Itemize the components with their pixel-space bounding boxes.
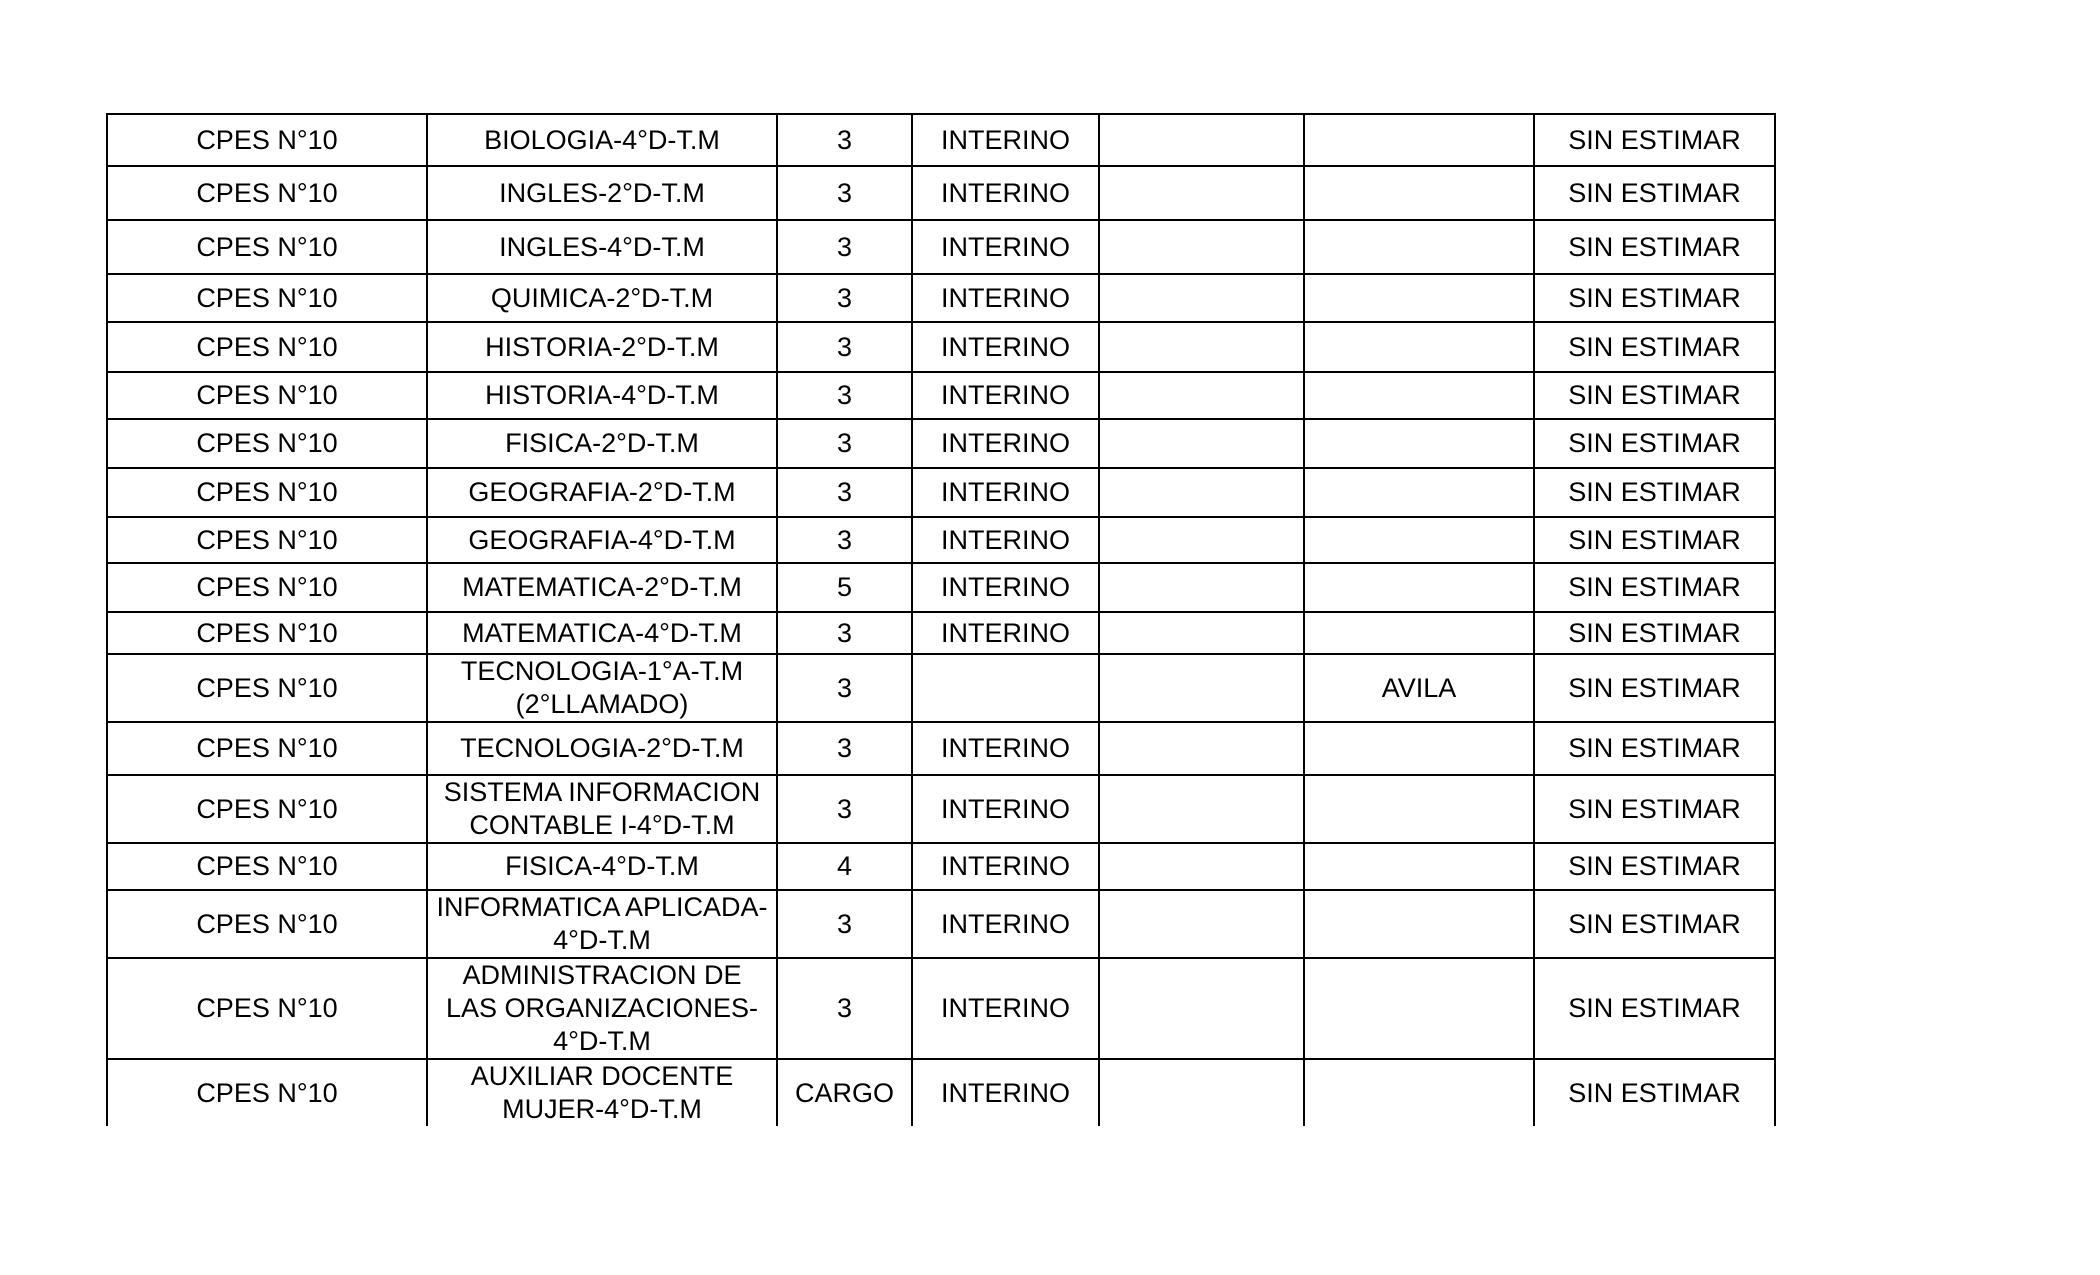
- status-cell: INTERINO: [912, 958, 1099, 1059]
- empty-cell: [1099, 419, 1304, 468]
- empty-cell: [1099, 166, 1304, 220]
- name-cell: [1304, 1059, 1534, 1126]
- school-cell: CPES N°10: [107, 372, 427, 419]
- subject-cell: QUIMICA-2°D-T.M: [427, 274, 777, 322]
- table-row: [107, 166, 1775, 220]
- school-cell: CPES N°10: [107, 114, 427, 166]
- result-cell: SIN ESTIMAR: [1534, 114, 1775, 166]
- empty-cell: [1099, 274, 1304, 322]
- name-cell: [1304, 419, 1534, 468]
- subject-cell: GEOGRAFIA-2°D-T.M: [427, 468, 777, 517]
- table-row: [107, 114, 1775, 166]
- result-cell: SIN ESTIMAR: [1534, 775, 1775, 843]
- name-cell: [1304, 722, 1534, 775]
- empty-cell: [1099, 654, 1304, 722]
- empty-cell: [1099, 775, 1304, 843]
- hours-cell: 5: [777, 563, 912, 612]
- name-cell: [1304, 114, 1534, 166]
- result-cell: SIN ESTIMAR: [1534, 563, 1775, 612]
- status-cell: INTERINO: [912, 166, 1099, 220]
- subject-cell: INFORMATICA APLICADA-4°D-T.M: [427, 890, 777, 958]
- school-cell: CPES N°10: [107, 1059, 427, 1126]
- result-cell: SIN ESTIMAR: [1534, 958, 1775, 1059]
- table-row: [107, 1059, 1775, 1126]
- table-row: [107, 563, 1775, 612]
- table-row: [107, 654, 1775, 722]
- subject-cell: HISTORIA-4°D-T.M: [427, 372, 777, 419]
- name-cell: [1304, 274, 1534, 322]
- hours-cell: 3: [777, 220, 912, 274]
- empty-cell: [1099, 958, 1304, 1059]
- school-cell: CPES N°10: [107, 843, 427, 890]
- hours-cell: 3: [777, 722, 912, 775]
- table-row: [107, 890, 1775, 958]
- status-cell: INTERINO: [912, 114, 1099, 166]
- status-cell: INTERINO: [912, 419, 1099, 468]
- hours-cell: CARGO: [777, 1059, 912, 1126]
- empty-cell: [1099, 1059, 1304, 1126]
- result-cell: SIN ESTIMAR: [1534, 722, 1775, 775]
- status-cell: INTERINO: [912, 563, 1099, 612]
- school-cell: CPES N°10: [107, 274, 427, 322]
- result-cell: SIN ESTIMAR: [1534, 843, 1775, 890]
- table-row: [107, 372, 1775, 419]
- table-row: [107, 220, 1775, 274]
- result-cell: SIN ESTIMAR: [1534, 612, 1775, 654]
- name-cell: [1304, 322, 1534, 372]
- hours-cell: 3: [777, 274, 912, 322]
- name-cell: [1304, 517, 1534, 563]
- subject-cell: MATEMATICA-4°D-T.M: [427, 612, 777, 654]
- empty-cell: [1099, 563, 1304, 612]
- school-cell: CPES N°10: [107, 775, 427, 843]
- subject-cell: ADMINISTRACION DE LAS ORGANIZACIONES-4°D-T.M: [427, 958, 777, 1059]
- hours-cell: 3: [777, 468, 912, 517]
- hours-cell: 3: [777, 372, 912, 419]
- subject-cell: INGLES-2°D-T.M: [427, 166, 777, 220]
- result-cell: SIN ESTIMAR: [1534, 517, 1775, 563]
- result-cell: SIN ESTIMAR: [1534, 654, 1775, 722]
- result-cell: SIN ESTIMAR: [1534, 890, 1775, 958]
- hours-cell: 3: [777, 166, 912, 220]
- school-cell: CPES N°10: [107, 563, 427, 612]
- table-row: [107, 322, 1775, 372]
- table-body: [107, 114, 1775, 1126]
- subject-cell: TECNOLOGIA-2°D-T.M: [427, 722, 777, 775]
- empty-cell: [1099, 722, 1304, 775]
- name-cell: AVILA: [1304, 654, 1534, 722]
- subject-cell: TECNOLOGIA-1°A-T.M (2°LLAMADO): [427, 654, 777, 722]
- table-row: [107, 775, 1775, 843]
- table-row: [107, 517, 1775, 563]
- subject-cell: INGLES-4°D-T.M: [427, 220, 777, 274]
- data-table: [106, 113, 1776, 1126]
- result-cell: SIN ESTIMAR: [1534, 468, 1775, 517]
- name-cell: [1304, 166, 1534, 220]
- school-cell: CPES N°10: [107, 612, 427, 654]
- school-cell: CPES N°10: [107, 722, 427, 775]
- empty-cell: [1099, 322, 1304, 372]
- status-cell: [912, 654, 1099, 722]
- empty-cell: [1099, 890, 1304, 958]
- name-cell: [1304, 843, 1534, 890]
- empty-cell: [1099, 843, 1304, 890]
- school-cell: CPES N°10: [107, 419, 427, 468]
- status-cell: INTERINO: [912, 843, 1099, 890]
- table-row: [107, 843, 1775, 890]
- subject-cell: MATEMATICA-2°D-T.M: [427, 563, 777, 612]
- name-cell: [1304, 372, 1534, 419]
- name-cell: [1304, 958, 1534, 1059]
- table-row: [107, 274, 1775, 322]
- name-cell: [1304, 890, 1534, 958]
- hours-cell: 3: [777, 419, 912, 468]
- hours-cell: 3: [777, 612, 912, 654]
- school-cell: CPES N°10: [107, 468, 427, 517]
- hours-cell: 3: [777, 958, 912, 1059]
- subject-cell: GEOGRAFIA-4°D-T.M: [427, 517, 777, 563]
- empty-cell: [1099, 114, 1304, 166]
- empty-cell: [1099, 220, 1304, 274]
- status-cell: INTERINO: [912, 372, 1099, 419]
- school-cell: CPES N°10: [107, 220, 427, 274]
- status-cell: INTERINO: [912, 775, 1099, 843]
- name-cell: [1304, 563, 1534, 612]
- school-cell: CPES N°10: [107, 654, 427, 722]
- subject-cell: FISICA-2°D-T.M: [427, 419, 777, 468]
- status-cell: INTERINO: [912, 322, 1099, 372]
- status-cell: INTERINO: [912, 220, 1099, 274]
- status-cell: INTERINO: [912, 274, 1099, 322]
- name-cell: [1304, 612, 1534, 654]
- empty-cell: [1099, 612, 1304, 654]
- empty-cell: [1099, 468, 1304, 517]
- subject-cell: SISTEMA INFORMACION CONTABLE I-4°D-T.M: [427, 775, 777, 843]
- hours-cell: 3: [777, 322, 912, 372]
- school-cell: CPES N°10: [107, 322, 427, 372]
- status-cell: INTERINO: [912, 890, 1099, 958]
- result-cell: SIN ESTIMAR: [1534, 1059, 1775, 1126]
- empty-cell: [1099, 372, 1304, 419]
- subject-cell: HISTORIA-2°D-T.M: [427, 322, 777, 372]
- school-cell: CPES N°10: [107, 166, 427, 220]
- result-cell: SIN ESTIMAR: [1534, 274, 1775, 322]
- result-cell: SIN ESTIMAR: [1534, 166, 1775, 220]
- subject-cell: FISICA-4°D-T.M: [427, 843, 777, 890]
- status-cell: INTERINO: [912, 1059, 1099, 1126]
- result-cell: SIN ESTIMAR: [1534, 372, 1775, 419]
- table-row: [107, 722, 1775, 775]
- status-cell: INTERINO: [912, 612, 1099, 654]
- empty-cell: [1099, 517, 1304, 563]
- hours-cell: 3: [777, 517, 912, 563]
- subject-cell: BIOLOGIA-4°D-T.M: [427, 114, 777, 166]
- school-cell: CPES N°10: [107, 517, 427, 563]
- result-cell: SIN ESTIMAR: [1534, 322, 1775, 372]
- school-cell: CPES N°10: [107, 890, 427, 958]
- status-cell: INTERINO: [912, 517, 1099, 563]
- table-row: [107, 612, 1775, 654]
- name-cell: [1304, 775, 1534, 843]
- subject-cell: AUXILIAR DOCENTE MUJER-4°D-T.M: [427, 1059, 777, 1126]
- table-row: [107, 958, 1775, 1059]
- hours-cell: 3: [777, 114, 912, 166]
- result-cell: SIN ESTIMAR: [1534, 220, 1775, 274]
- status-cell: INTERINO: [912, 468, 1099, 517]
- school-cell: CPES N°10: [107, 958, 427, 1059]
- table-row: [107, 419, 1775, 468]
- name-cell: [1304, 220, 1534, 274]
- table-row: [107, 468, 1775, 517]
- name-cell: [1304, 468, 1534, 517]
- hours-cell: 4: [777, 843, 912, 890]
- hours-cell: 3: [777, 654, 912, 722]
- result-cell: SIN ESTIMAR: [1534, 419, 1775, 468]
- hours-cell: 3: [777, 890, 912, 958]
- hours-cell: 3: [777, 775, 912, 843]
- status-cell: INTERINO: [912, 722, 1099, 775]
